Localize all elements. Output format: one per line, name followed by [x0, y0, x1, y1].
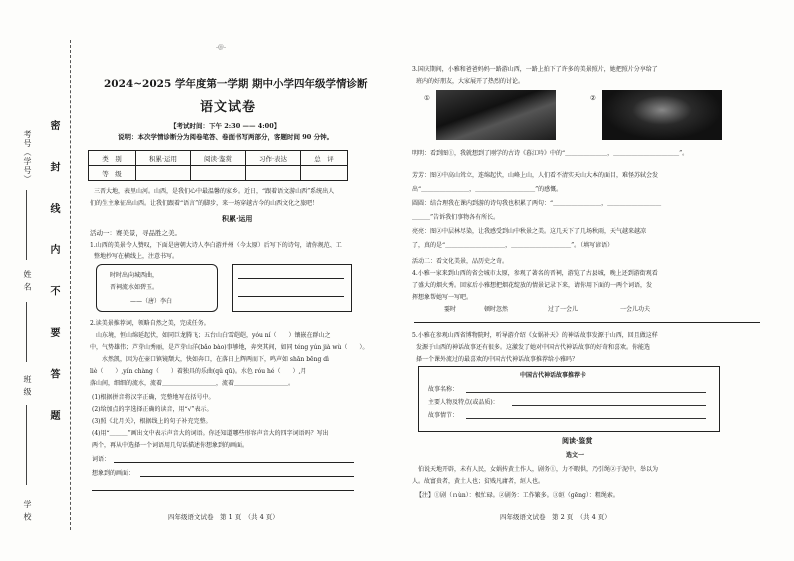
score-table	[88, 150, 348, 181]
binding-margin	[0, 40, 80, 530]
q2-line: 中，气势雄伟；芦芽山秀丽，是芦芽山洋(bǎo bào)事够地，奔突其间，如同 téng yún jià wù（ ）。	[90, 344, 369, 351]
q2-line: 落山间，细细的流水，流着＿＿＿＿＿＿＿＿＿，流着＿＿＿＿＿＿＿＿＿。	[90, 380, 295, 387]
q4-word: 一会儿功夫	[620, 306, 651, 313]
q3-line: 班内的好朋友，大家展开了热烈的讨论。	[416, 78, 525, 85]
sunset-river-photo	[436, 90, 556, 140]
q4-line: 了盛大的烟火秀。回家后小雅想把烟花绽放的情景记录下来，请你用下面的一两个词语，发	[412, 282, 653, 289]
card-plot-input[interactable]	[466, 418, 706, 419]
q1-line: 整地抄写在横线上，注意书写。	[94, 253, 179, 260]
dialogue-line: 了，真的是“＿＿＿＿＿＿＿＿＿＿，＿＿＿＿＿＿＿＿＿＿”。（填写谚语）	[412, 242, 614, 249]
seal-line-text: 密 封 线 内 不 要 答 题	[48, 120, 59, 435]
card-title: 中国古代神话故事推荐卡	[520, 372, 587, 379]
school-label: 学 校	[23, 500, 32, 522]
grade-cell[interactable]	[246, 166, 301, 181]
word-answer-line[interactable]	[114, 462, 354, 463]
score-col-writing: 习作·表达	[246, 151, 301, 166]
poem-line: 时时出向城西曲，	[110, 272, 159, 279]
poem-author: ——（唐）李白	[130, 298, 173, 305]
task-line: 两个，再从中选择一个词语用几句话描述你想象到的画面。	[92, 442, 249, 449]
exam-instructions: 说明：本次学情诊断分为阅卷笔答、卷面书写两部分，客题时间 90 分钟。	[118, 133, 334, 141]
dialogue-line: ＿＿＿”告诉我们事物各有所长。	[412, 214, 500, 221]
classical-text-line: 伯说天地开辟，未有人民，女娲抟黄土作人，剧务①，力不暇供，乃引绳②于泥中，举以为	[412, 466, 659, 473]
mountain-photo	[602, 90, 722, 140]
card-field-character: 主要人物及特点(或品质)：	[428, 399, 499, 406]
exam-time: 【考试时间：下午 2:30 —— 4:00】	[170, 122, 281, 130]
task-line: (4)用“＿＿＿”画出文中表示声音大的词语。你还知道哪些形容声音大的四字词语吗？写出	[92, 430, 329, 437]
copy-line[interactable]	[238, 278, 344, 279]
q4-word: 过了一会儿	[548, 306, 579, 313]
photo2-label: ②	[590, 94, 596, 102]
classical-text-line: 人。故富贵者，黄土人也；贫贱凡庸者，絙人也。	[412, 478, 545, 485]
task-line: (1)根据拼音将汉字正确，完整地写在括号中。	[92, 394, 215, 401]
q4-word: 霎时	[444, 306, 457, 313]
intro-line: 三晋大地，表里山河。山西，是我们心中最温馨的家乡。近日，“跟着语文游山西”系统出人	[94, 188, 335, 195]
q4-line: 挥想象帮她写一写吧。	[412, 294, 473, 301]
grade-cell[interactable]	[136, 166, 191, 181]
photo1-label: ①	[424, 94, 430, 102]
section-title-reading: 阅读·鉴赏	[562, 436, 593, 445]
task-line: (3)照《北月关》，根据线上的句子补充完整。	[92, 418, 212, 425]
page-footer-2: 四年级语文试卷 第 2 页 （共 4 页）	[500, 513, 611, 521]
card-field-name: 故事名称：	[428, 386, 459, 393]
score-col-category: 类 别	[89, 151, 136, 166]
q3-line: 3.国庆期间，小雅和爸爸妈妈一路游山西，一路上拍下了许多的美景照片，她把照片分享给了	[412, 66, 658, 73]
imagine-label: 想象到的画面：	[92, 470, 135, 477]
score-col-accumulation: 积累·运用	[136, 151, 191, 166]
copy-line[interactable]	[238, 296, 344, 297]
top-mark: -@-	[216, 44, 227, 51]
q4-answer-line[interactable]	[414, 322, 760, 323]
poem-copy-box[interactable]	[232, 264, 352, 312]
seal-dash-line	[70, 40, 71, 530]
class-label: 班 级	[23, 375, 32, 397]
selection-label: 选文一	[566, 452, 585, 459]
grade-cell[interactable]	[301, 166, 348, 181]
q2-line: liè（ ）,yín chàng（ ）着独具的乐曲(qǔ qū)。水色 róu hé（ ）,月	[90, 368, 307, 375]
exam-title: 2024~2025 学年度第一学期 期中小学四年级学情诊断	[104, 78, 368, 90]
intro-line: 们的生主象征出山西。让我们跟着“语言”的脚步，来一场穿越古今的山西文化之旅吧！	[90, 200, 319, 207]
dialogue-line: 芳芳：图②中高山耸立，连绵起伏，山峰上山，人们看不清实天山大本的面目，难怪苏轼会发	[412, 172, 659, 179]
imagine-answer-line[interactable]	[92, 490, 354, 491]
name-line	[26, 302, 27, 362]
grade-label: 等 级	[89, 166, 136, 181]
dialogue-line: 圆圆：结合理我在课内到游的诗句我也积累了两句：“＿＿＿＿＿＿＿＿，＿＿＿＿＿＿＿＿＿	[412, 200, 662, 207]
q1-line: 1.山西的美景令人赞叹，下面是唐朝大诗人李白游并州（今太原）后写下的诗句，请你规范、工	[90, 242, 342, 249]
card-character-input[interactable]	[512, 405, 706, 406]
q2-line: 水然凯，因为在壶口镇镜颓大，快如奔口，在落日上辉两而下，鸣声如 shān bēng dì	[90, 356, 329, 363]
word-label: 词语：	[92, 456, 111, 463]
score-table-grade-row	[89, 166, 348, 181]
page-footer-1: 四年级语文试卷 第 1 页 （共 4 页）	[168, 513, 279, 521]
score-col-total: 总 评	[301, 151, 348, 166]
exam-number-label: 考号（学号）	[23, 130, 32, 184]
q4-word: 顿时忽然	[484, 306, 509, 313]
exam-number-line	[26, 190, 27, 260]
dialogue-line: 亮亮：图②中层林尽染，让我感受到山中秋景之美。这几天下了几场秋雨，天气越来越凉	[412, 228, 647, 235]
dialogue-line: 出“＿＿＿＿＿＿＿＿，＿＿＿＿＿＿＿＿＿＿”的感慨。	[412, 186, 563, 193]
class-line	[26, 405, 27, 485]
grade-cell[interactable]	[191, 166, 246, 181]
score-col-reading: 阅读·鉴赏	[191, 151, 246, 166]
annotation-note: 【注】①剧（ｎùn）：极忙碌。②剧务：工作繁多。③絙（ɡēnɡ）：粗绳索。	[416, 492, 619, 499]
activity-two: 活动二：看文化美景，品历史之奇。	[412, 258, 509, 265]
card-field-plot: 故事情节：	[428, 412, 459, 419]
exam-subject-title: 语文试卷	[200, 100, 257, 115]
q5-line: 5.小雅在参观山西省博物院时，听导游介绍《女娲补天》的神话故事发源于山西，回且做这样	[412, 332, 658, 339]
imagine-answer-line[interactable]	[140, 476, 354, 477]
dialogue-line: 明明：看到图①，我就想到了刚学的古诗《暮江吟》中的“＿＿＿＿＿＿＿，＿＿＿＿＿＿＿＿＿＿＿”。	[412, 150, 689, 157]
q5-line: 择一个课外流过的最喜欢的中国古代神话故事推荐给小雅吗？	[416, 356, 579, 363]
activity-one: 活动一：赛美景，寻品胜之美。	[90, 229, 181, 237]
poem-line: 晋祠流水如碧玉。	[110, 284, 159, 291]
task-line: (2)给加点的字选择正确的读音，用“√”表示。	[92, 406, 213, 413]
name-label: 姓 名	[23, 270, 32, 292]
q2-line: 2.读美景推荐词，领略自然之美，完成任务。	[90, 320, 210, 327]
card-name-input[interactable]	[466, 392, 706, 393]
q4-line: 4.小雅一家来到山西的省会城市太原，参观了著名的晋祠，游览了古县城，晚上还到游街观看	[412, 270, 658, 277]
section-title-accumulation: 积累·运用	[222, 214, 253, 223]
score-table-header-row	[89, 151, 348, 166]
q5-line: 发源于山西的神话故事还有很多。这激发了她对中国古代神话故事的好奇和喜欢。你能选	[416, 344, 651, 351]
q2-line: 山东境，恒山绵延起伏，如同巨龙腾飞；五台山白雪皑皑，yóu ní（ ）镶嵌在群山之	[90, 332, 331, 339]
